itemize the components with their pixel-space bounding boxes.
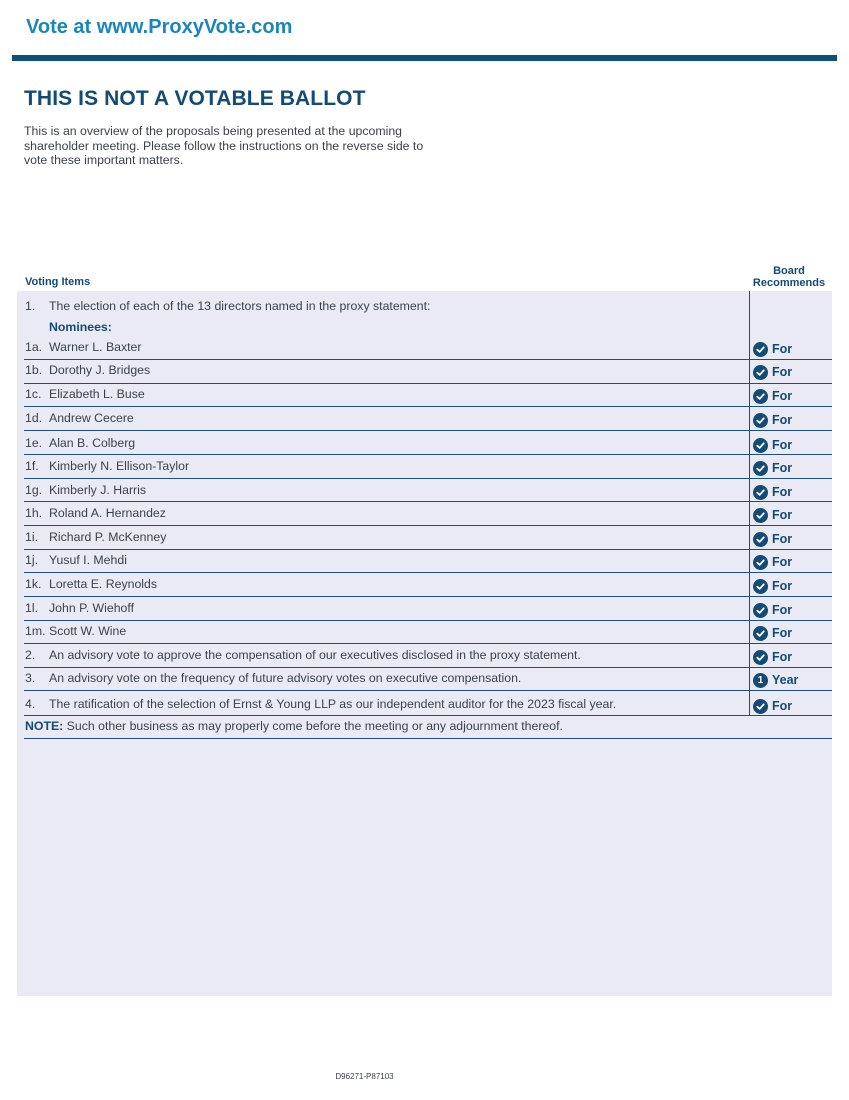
check-circle-icon — [753, 438, 768, 453]
row-number: 1b. — [25, 363, 43, 377]
board-recommendation — [753, 364, 792, 380]
row-number: 1k. — [25, 577, 42, 591]
row-number: 4. — [25, 697, 36, 711]
board-recommendation — [753, 341, 792, 357]
row-divider — [24, 406, 832, 407]
table-row — [25, 459, 189, 473]
row-label: Andrew Cecere — [49, 411, 134, 425]
board-recommendation — [753, 507, 792, 523]
proposal-number: 1. — [25, 299, 36, 313]
recommendation-label: For — [772, 438, 793, 452]
table-row — [25, 553, 127, 567]
board-recommendation — [753, 437, 792, 453]
row-divider — [24, 501, 832, 502]
row-label: Richard P. McKenney — [49, 530, 167, 544]
row-number: 1m. — [25, 624, 46, 638]
row-number: 1e. — [25, 436, 43, 450]
check-circle-icon — [753, 508, 768, 523]
check-circle-icon — [753, 603, 768, 618]
row-divider — [24, 478, 832, 479]
row-divider — [24, 572, 832, 573]
row-divider — [24, 738, 832, 739]
row-divider — [24, 454, 832, 455]
board-recommendation — [753, 554, 792, 570]
column-divider — [749, 291, 750, 716]
row-divider — [24, 620, 832, 621]
document-code: D96271-P87103 — [335, 1072, 394, 1081]
number-one-circle-icon — [753, 673, 768, 688]
row-number: 1g. — [25, 483, 43, 497]
row-label: Scott W. Wine — [49, 624, 127, 638]
proposal-text: The election of each of the 13 directors named in the proxy statement: — [49, 299, 431, 313]
check-circle-icon — [753, 555, 768, 570]
check-circle-icon — [753, 413, 768, 428]
row-label: Kimberly N. Ellison-Taylor — [49, 459, 190, 473]
row-divider — [24, 690, 832, 691]
table-row — [25, 601, 134, 615]
row-label: An advisory vote on the frequency of future advisory votes on executive compensation. — [49, 671, 522, 685]
recommendation-label: For — [772, 699, 793, 713]
board-recommends-header — [748, 265, 830, 289]
recommendation-label: For — [772, 650, 793, 664]
table-row — [25, 340, 142, 354]
check-circle-icon — [753, 579, 768, 594]
recommendation-label: For — [772, 342, 793, 356]
icon-digit: 1 — [757, 674, 764, 686]
row-divider — [24, 667, 832, 668]
voting-items-header: Voting Items — [25, 276, 91, 288]
board-header-line1: Board — [773, 265, 805, 277]
row-divider — [24, 525, 832, 526]
table-row — [25, 671, 521, 685]
recommendation-label: For — [772, 389, 793, 403]
check-circle-icon — [753, 485, 768, 500]
row-number: 1d. — [25, 411, 43, 425]
row-number: 1i. — [25, 530, 38, 544]
check-circle-icon — [753, 342, 768, 357]
row-label: The ratification of the selection of Ernst & Young LLP as our independent auditor for the 2023 fiscal year. — [49, 697, 617, 711]
table-row — [25, 530, 166, 544]
table-row — [25, 697, 616, 711]
row-number: 1j. — [25, 553, 38, 567]
table-row — [25, 436, 135, 450]
board-recommendation — [753, 578, 792, 594]
recommendation-label: For — [772, 555, 793, 569]
board-recommendation — [753, 484, 792, 500]
check-circle-icon — [753, 532, 768, 547]
table-row — [25, 411, 134, 425]
board-recommendation — [753, 698, 792, 714]
note-text: Such other business as may properly come before the meeting or any adjournment thereof. — [63, 719, 563, 733]
recommendation-label: For — [772, 365, 793, 379]
row-divider — [24, 643, 832, 644]
row-label: Warner L. Baxter — [49, 340, 142, 354]
row-number: 1c. — [25, 387, 42, 401]
board-recommendation — [753, 531, 792, 547]
proposal-1 — [25, 299, 430, 313]
row-label: Elizabeth L. Buse — [49, 387, 145, 401]
recommendation-label: For — [772, 626, 793, 640]
recommendation-label: For — [772, 532, 793, 546]
row-label: John P. Wiehoff — [49, 601, 134, 615]
row-divider — [24, 430, 832, 431]
row-divider — [24, 359, 832, 360]
board-header-line2: Recommends — [752, 277, 826, 289]
recommendation-label: Year — [772, 673, 799, 687]
row-number: 1a. — [25, 340, 43, 354]
board-recommendation — [753, 625, 792, 641]
check-circle-icon — [753, 461, 768, 476]
table-row — [25, 363, 150, 377]
recommendation-label: For — [772, 461, 793, 475]
row-label: An advisory vote to approve the compensation of our executives disclosed in the proxy statement. — [49, 648, 581, 662]
row-number: 3. — [25, 671, 36, 685]
board-recommendation — [753, 388, 792, 404]
row-number: 1h. — [25, 506, 43, 520]
recommendation-label: For — [772, 579, 793, 593]
board-recommendation — [753, 602, 792, 618]
check-circle-icon — [753, 389, 768, 404]
row-label: Roland A. Hernandez — [49, 506, 166, 520]
recommendation-label: For — [772, 413, 793, 427]
board-recommendation — [753, 649, 792, 665]
note-label: NOTE: — [25, 719, 64, 733]
row-number: 2. — [25, 648, 36, 662]
row-divider — [24, 715, 832, 716]
check-circle-icon — [753, 626, 768, 641]
table-row — [25, 624, 126, 638]
table-row — [25, 506, 166, 520]
note-row — [25, 719, 563, 733]
intro-paragraph: This is an overview of the proposals being presented at the upcoming shareholder meeting. Please follow the instructions on the reverse side to vote these important matters. — [24, 124, 424, 167]
row-divider — [24, 383, 832, 384]
nominees-label: Nominees: — [49, 320, 112, 334]
board-recommendation — [753, 412, 792, 428]
row-label: Yusuf I. Mehdi — [49, 553, 127, 567]
row-label: Dorothy J. Bridges — [49, 363, 151, 377]
board-recommendation — [753, 460, 792, 476]
check-circle-icon — [753, 365, 768, 380]
table-row — [25, 387, 145, 401]
row-divider — [24, 549, 832, 550]
recommendation-label: For — [772, 508, 793, 522]
table-row — [25, 648, 581, 662]
row-divider — [24, 596, 832, 597]
recommendation-label: For — [772, 603, 793, 617]
row-label: Loretta E. Reynolds — [49, 577, 158, 591]
row-number: 1l. — [25, 601, 38, 615]
table-row — [25, 483, 146, 497]
table-row — [25, 577, 157, 591]
header-divider — [12, 55, 837, 61]
row-number: 1f. — [25, 459, 39, 473]
proxyvote-link[interactable]: Vote at www.ProxyVote.com — [26, 16, 293, 38]
row-label: Kimberly J. Harris — [49, 483, 147, 497]
page-title: THIS IS NOT A VOTABLE BALLOT — [24, 87, 366, 110]
recommendation-label: For — [772, 485, 793, 499]
board-recommendation — [753, 672, 798, 688]
row-label: Alan B. Colberg — [49, 436, 136, 450]
check-circle-icon — [753, 650, 768, 665]
check-circle-icon — [753, 699, 768, 714]
